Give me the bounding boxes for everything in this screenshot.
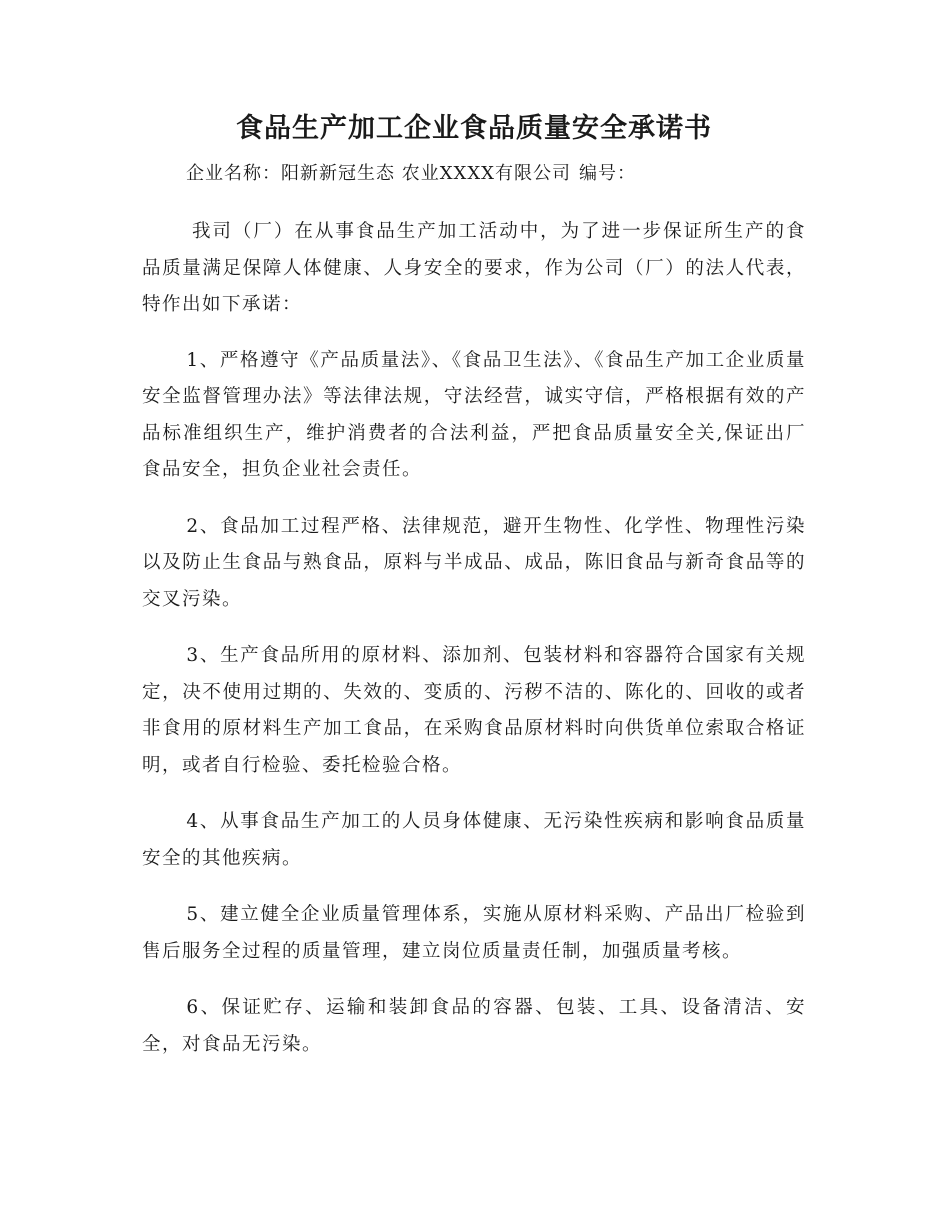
commitment-item-6: 6、保证贮存、运输和装卸食品的容器、包装、工具、设备清洁、安全，对食品无污染。 [142,997,806,1055]
commitment-item-4: 4、从事食品生产加工的人员身体健康、无污染性疾病和影响食品质量安全的其他疾病。 [142,811,806,869]
commitment-item-5: 5、建立健全企业质量管理体系，实施从原材料采购、产品出厂检验到售后服务全过程的质量管理，建立岗位质量责任制，加强质量考核。 [142,904,806,962]
company-info-line [186,156,806,192]
document-number-label: 编号： [578,163,636,184]
intro-paragraph: 我司（厂）在从事食品生产加工活动中，为了进一步保证所生产的食品质量满足保障人体健康、人身安全的要求，作为公司（厂）的法人代表，特作出如下承诺： [142,221,806,315]
document-body [142,214,806,1063]
commitment-item-3: 3、生产食品所用的原材料、添加剂、包装材料和容器符合国家有关规定，决不使用过期的、失效的、变质的、污秽不洁的、陈化的、回收的或者非食用的原材料生产加工食品，在采购食品原材料时向供货单位索取合格证明，或者自行检验、委托检验合格。 [142,645,806,776]
commitment-item-1: 1、严格遵守《产品质量法》、《食品卫生法》、《食品生产加工企业质量安全监督管理办法》等法律法规，守法经营，诚实守信，严格根据有效的产品标准组织生产，维护消费者的合法利益，严把食品质量安全关,保证出厂食品安全，担负企业社会责任。 [142,349,806,480]
document-title: 食品生产加工企业食品质量安全承诺书 [236,113,712,144]
company-name: 企业名称：阳新新冠生态 农业XXXX有限公司 [186,163,571,184]
document-page [142,104,806,1083]
commitment-item-2: 2、食品加工过程严格、法律规范，避开生物性、化学性、物理性污染以及防止生食品与熟食品，原料与半成品、成品，陈旧食品与新奇食品等的交叉污染。 [142,515,806,610]
